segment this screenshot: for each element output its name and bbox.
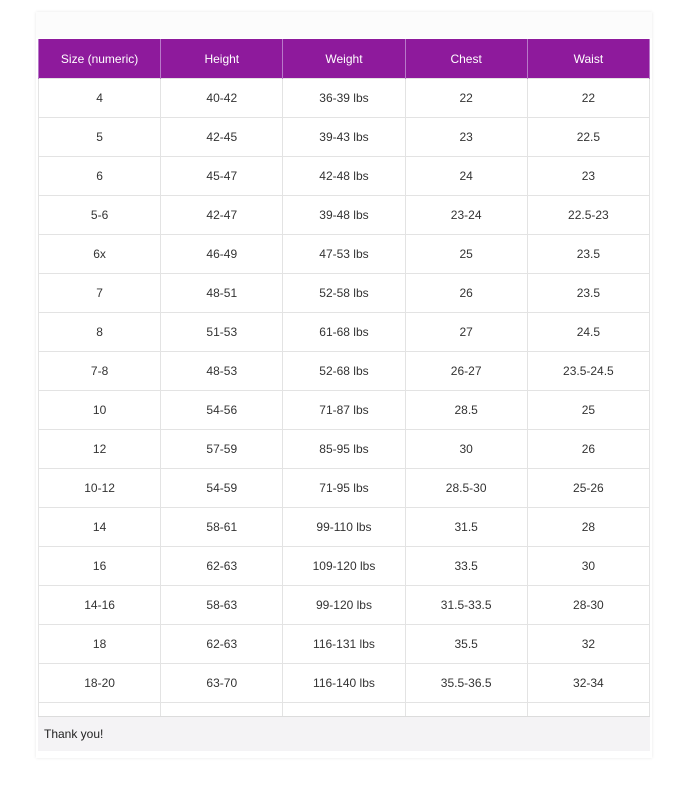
header-row xyxy=(39,39,650,79)
table-row xyxy=(39,118,650,157)
chest-cell: 31.5 xyxy=(405,508,527,547)
height-cell: 54-56 xyxy=(161,391,283,430)
height-cell: 46-49 xyxy=(161,235,283,274)
height-cell: 58-61 xyxy=(161,508,283,547)
weight-cell: 116-140 lbs xyxy=(283,664,405,703)
chest-cell: 35.5 xyxy=(405,625,527,664)
waist-cell: 32 xyxy=(527,625,649,664)
table-row xyxy=(39,547,650,586)
waist-cell: 23.5 xyxy=(527,235,649,274)
header-weight: Weight xyxy=(283,39,405,79)
waist-cell: 28 xyxy=(527,508,649,547)
weight-cell: 71-95 lbs xyxy=(283,469,405,508)
weight-cell: 47-53 lbs xyxy=(283,235,405,274)
weight-cell: 42-48 lbs xyxy=(283,157,405,196)
height-cell: 48-51 xyxy=(161,274,283,313)
waist-cell: 26 xyxy=(527,430,649,469)
table-row xyxy=(39,352,650,391)
height-cell: 48-53 xyxy=(161,352,283,391)
weight-cell: 109-120 lbs xyxy=(283,547,405,586)
size-cell: 6x xyxy=(39,235,161,274)
height-cell: 45-47 xyxy=(161,157,283,196)
table-row xyxy=(39,469,650,508)
chest-cell: 35.5-36.5 xyxy=(405,664,527,703)
chest-cell: 28.5 xyxy=(405,391,527,430)
chest-cell: 24 xyxy=(405,157,527,196)
header-waist: Waist xyxy=(527,39,649,79)
size-cell: 18-20 xyxy=(39,664,161,703)
table-row xyxy=(39,508,650,547)
weight-cell: 36-39 lbs xyxy=(283,79,405,118)
height-cell: 57-59 xyxy=(161,430,283,469)
waist-cell: 22.5 xyxy=(527,118,649,157)
size-cell: 5 xyxy=(39,118,161,157)
waist-cell: 23 xyxy=(527,157,649,196)
waist-cell: 23.5-24.5 xyxy=(527,352,649,391)
height-cell: 40-42 xyxy=(161,79,283,118)
chest-cell: 26-27 xyxy=(405,352,527,391)
waist-cell: 25 xyxy=(527,391,649,430)
waist-cell: 22 xyxy=(527,79,649,118)
waist-cell: 25-26 xyxy=(527,469,649,508)
weight-cell: 116-131 lbs xyxy=(283,625,405,664)
height-cell: 42-47 xyxy=(161,196,283,235)
chest-cell: 31.5-33.5 xyxy=(405,586,527,625)
waist-cell: 32-34 xyxy=(527,664,649,703)
footer xyxy=(38,716,650,751)
height-cell: 62-63 xyxy=(161,625,283,664)
table-row xyxy=(39,157,650,196)
top-strip xyxy=(36,12,652,38)
chest-cell: 26 xyxy=(405,274,527,313)
table-row xyxy=(39,430,650,469)
table-row xyxy=(39,313,650,352)
size-cell: 18 xyxy=(39,625,161,664)
weight-cell: 39-43 lbs xyxy=(283,118,405,157)
size-cell: 6 xyxy=(39,157,161,196)
size-cell: 12 xyxy=(39,430,161,469)
chest-cell: 30 xyxy=(405,430,527,469)
chest-cell: 27 xyxy=(405,313,527,352)
chest-cell: 23-24 xyxy=(405,196,527,235)
size-cell: 14-16 xyxy=(39,586,161,625)
weight-cell: 61-68 lbs xyxy=(283,313,405,352)
size-cell: 7 xyxy=(39,274,161,313)
size-cell: 7-8 xyxy=(39,352,161,391)
height-cell: 54-59 xyxy=(161,469,283,508)
chest-cell: 22 xyxy=(405,79,527,118)
table-row xyxy=(39,391,650,430)
table-row xyxy=(39,79,650,118)
chest-cell: 28.5-30 xyxy=(405,469,527,508)
header-chest: Chest xyxy=(405,39,527,79)
waist-cell: 28-30 xyxy=(527,586,649,625)
height-cell: 58-63 xyxy=(161,586,283,625)
size-cell: 4 xyxy=(39,79,161,118)
weight-cell: 99-120 lbs xyxy=(283,586,405,625)
height-cell: 42-45 xyxy=(161,118,283,157)
table-row xyxy=(39,196,650,235)
size-cell: 5-6 xyxy=(39,196,161,235)
weight-cell: 85-95 lbs xyxy=(283,430,405,469)
table-body xyxy=(39,79,650,747)
weight-cell: 39-48 lbs xyxy=(283,196,405,235)
chest-cell: 25 xyxy=(405,235,527,274)
chest-cell: 23 xyxy=(405,118,527,157)
waist-cell: 23.5 xyxy=(527,274,649,313)
waist-cell: 22.5-23 xyxy=(527,196,649,235)
size-cell: 16 xyxy=(39,547,161,586)
size-cell: 10-12 xyxy=(39,469,161,508)
weight-cell: 52-68 lbs xyxy=(283,352,405,391)
size-cell: 10 xyxy=(39,391,161,430)
header-size: Size (numeric) xyxy=(39,39,161,79)
table-row xyxy=(39,586,650,625)
weight-cell: 71-87 lbs xyxy=(283,391,405,430)
table-row xyxy=(39,625,650,664)
size-chart-card xyxy=(36,12,652,758)
table-row xyxy=(39,664,650,703)
footer-text: Thank you! xyxy=(44,727,104,741)
size-chart-table xyxy=(38,39,650,747)
size-cell: 8 xyxy=(39,313,161,352)
weight-cell: 52-58 lbs xyxy=(283,274,405,313)
size-cell: 14 xyxy=(39,508,161,547)
waist-cell: 24.5 xyxy=(527,313,649,352)
table-row xyxy=(39,235,650,274)
height-cell: 51-53 xyxy=(161,313,283,352)
header-height: Height xyxy=(161,39,283,79)
waist-cell: 30 xyxy=(527,547,649,586)
height-cell: 62-63 xyxy=(161,547,283,586)
table-row xyxy=(39,274,650,313)
height-cell: 63-70 xyxy=(161,664,283,703)
chest-cell: 33.5 xyxy=(405,547,527,586)
weight-cell: 99-110 lbs xyxy=(283,508,405,547)
